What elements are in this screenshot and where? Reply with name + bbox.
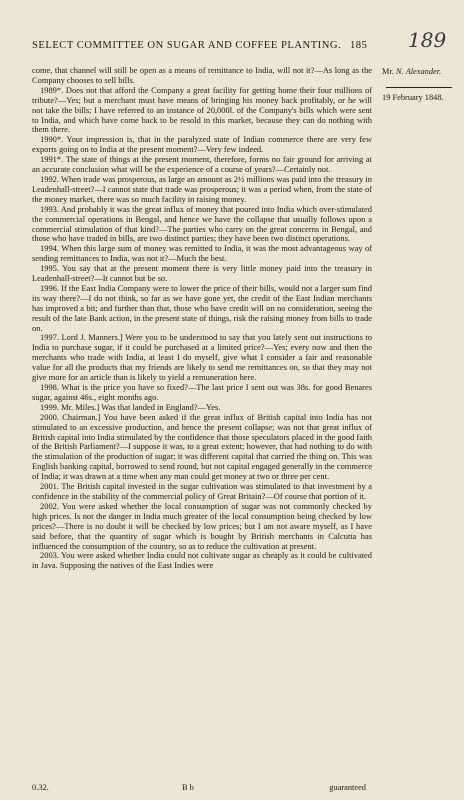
- witness-name: N. Alexander.: [395, 67, 442, 76]
- margin-date: 19 February 1848.: [382, 93, 444, 102]
- paragraph-1991: 1991*. The state of things at the present moment, therefore, forms no fair ground for arriving at an accurate conclusion what will be the experience of a course of years?—Certainly not.: [32, 154, 372, 175]
- margin-witness: [382, 67, 462, 76]
- paragraph-1989: 1989*. Does not that afford the Company a great facility for getting home their four millions of tribute?—Yes; but a merchant must have means of bringing his money back profitably, or he will not take the bills; I have referred to an instance of 20,000l. of the Company's bills which were sent to India, and which have come back to be resold in this market, because they can do nothing with them there.: [32, 84, 372, 135]
- handwritten-folio-number: 189: [408, 28, 447, 52]
- paragraph-1998: 1998. What is the price you have so fixed?—The last price I sent out was 38s. for good Benares sugar, against 46s., eight months ago.: [32, 382, 372, 402]
- paragraph-2001: 2001. The British capital invested in the sugar cultivation was stimulated to that investment by a confidence in the stability of the commercial policy of Great Britain?—Of course that portion of it.: [32, 481, 372, 501]
- page-footer: [32, 783, 372, 792]
- paragraph-1994: 1994. When this large sum of money was remitted to India, it was the most advantageous way of sending remittances to India, was not it?—Much the best.: [32, 243, 372, 264]
- paragraph-2002: 2002. You were asked whether the local consumption of sugar was not commonly checked by high prices. Is not the danger in India much greater of the local consumption being checked by low prices?—There is no doubt it will be checked by low prices; but I am not aware myself, as I have said before, that the quantity of sugar which is bought by British merchants in Calcutta has influenced the consumption of the country, so as to reduce the cultivation at present.: [32, 500, 372, 551]
- running-title: SELECT COMMITTEE ON SUGAR AND COFFEE PLANTING.: [32, 40, 342, 51]
- paragraph-1996: 1996. If the East India Company were to lower the price of their bills, would not a larger sum find its way there?—I do not think, so far as we have gone yet, the credit of the East Indian merchants has improved a bit; and further than that, those who have credit will on no consideration, seeing the result of the late Bank action, in the present state of things, risk the raising money from bills to trade on.: [32, 282, 372, 333]
- witness-prefix: Mr.: [382, 67, 394, 76]
- page-number: 185: [350, 40, 368, 51]
- footer-number: 0.32.: [32, 783, 49, 792]
- paragraph-1992: 1992. When trade was prosperous, as large an amount as 2½ millions was paid into the treasury in Leadenhall-street?—I cannot state that trade was prosperous; it was a period when, from the state of the money market, there was so much facility in raising money.: [32, 173, 372, 204]
- paragraph-1999: 1999. Mr. Miles.] Was that landed in England?—Yes.: [40, 401, 221, 412]
- paragraph-2003: 2003. You were asked whether India could not cultivate sugar as cheaply as it could be cultivated in Java. Supposing the natives of the East Indies were: [32, 550, 372, 571]
- catchword: guaranteed: [329, 783, 366, 792]
- signature-mark: B b: [182, 783, 194, 792]
- paragraph-1997: 1997. Lord J. Manners.] Were you to be understood to say that you lately sent out instructions to India to purchase sugar, if it could be purchased at a limited price?—Yes; every now and then the merchants who trade with India, at least I do myself, give what I consider a fair and reasonable value for all the products that my friends are likely to send me remittances on, so that they may not give more for an article than is likely to yield a remuneration here.: [32, 332, 372, 383]
- paragraph-continuation: come, that channel will still be open as a means of remittance to India, will not it?—As long as the Company chooses to sell bills.: [32, 65, 372, 85]
- running-header: [32, 40, 372, 51]
- margin-rule: [386, 87, 452, 88]
- paragraph-2000: 2000. Chairman.] You have been asked if the great influx of British capital into India has not stimulated to an excessive production, and hence the present collapse; was not that great influx of British capital into India stimulated by the confidence that those speculators placed in the good faith of the British Parliament?—I suppose it was, to a great extent; however, that had nothing to do with the stimulation of the production of sugar; it was different capital that carried the thing on. This was English banking capital, borrowed to send round, but not capital engaged generally in the commerce of India; it was drawn at a time when any man could get money at two or three per cent.: [32, 411, 372, 482]
- testimony-body: [32, 66, 372, 571]
- paragraph-1993: 1993. And probably it was the great influx of money that poured into India which over-stimulated the commercial operations in Bengal, and hence we have the collapse that usually follows upon a commercial stimulation of that kind?—The parties who carry on the great concerns in Bengal, and those who have traded in bills, are two distinct parties; they have been two distinct operations.: [32, 203, 372, 244]
- paragraph-1990: 1990*. Your impression is, that in the paralyzed state of Indian commerce there are very few exports going on to India at the present moment?—Very few indeed.: [32, 134, 372, 155]
- paragraph-1995: 1995. You say that at the present moment there is very little money paid into the treasury in Leadenhall-street?—It cannot but be so.: [32, 263, 372, 284]
